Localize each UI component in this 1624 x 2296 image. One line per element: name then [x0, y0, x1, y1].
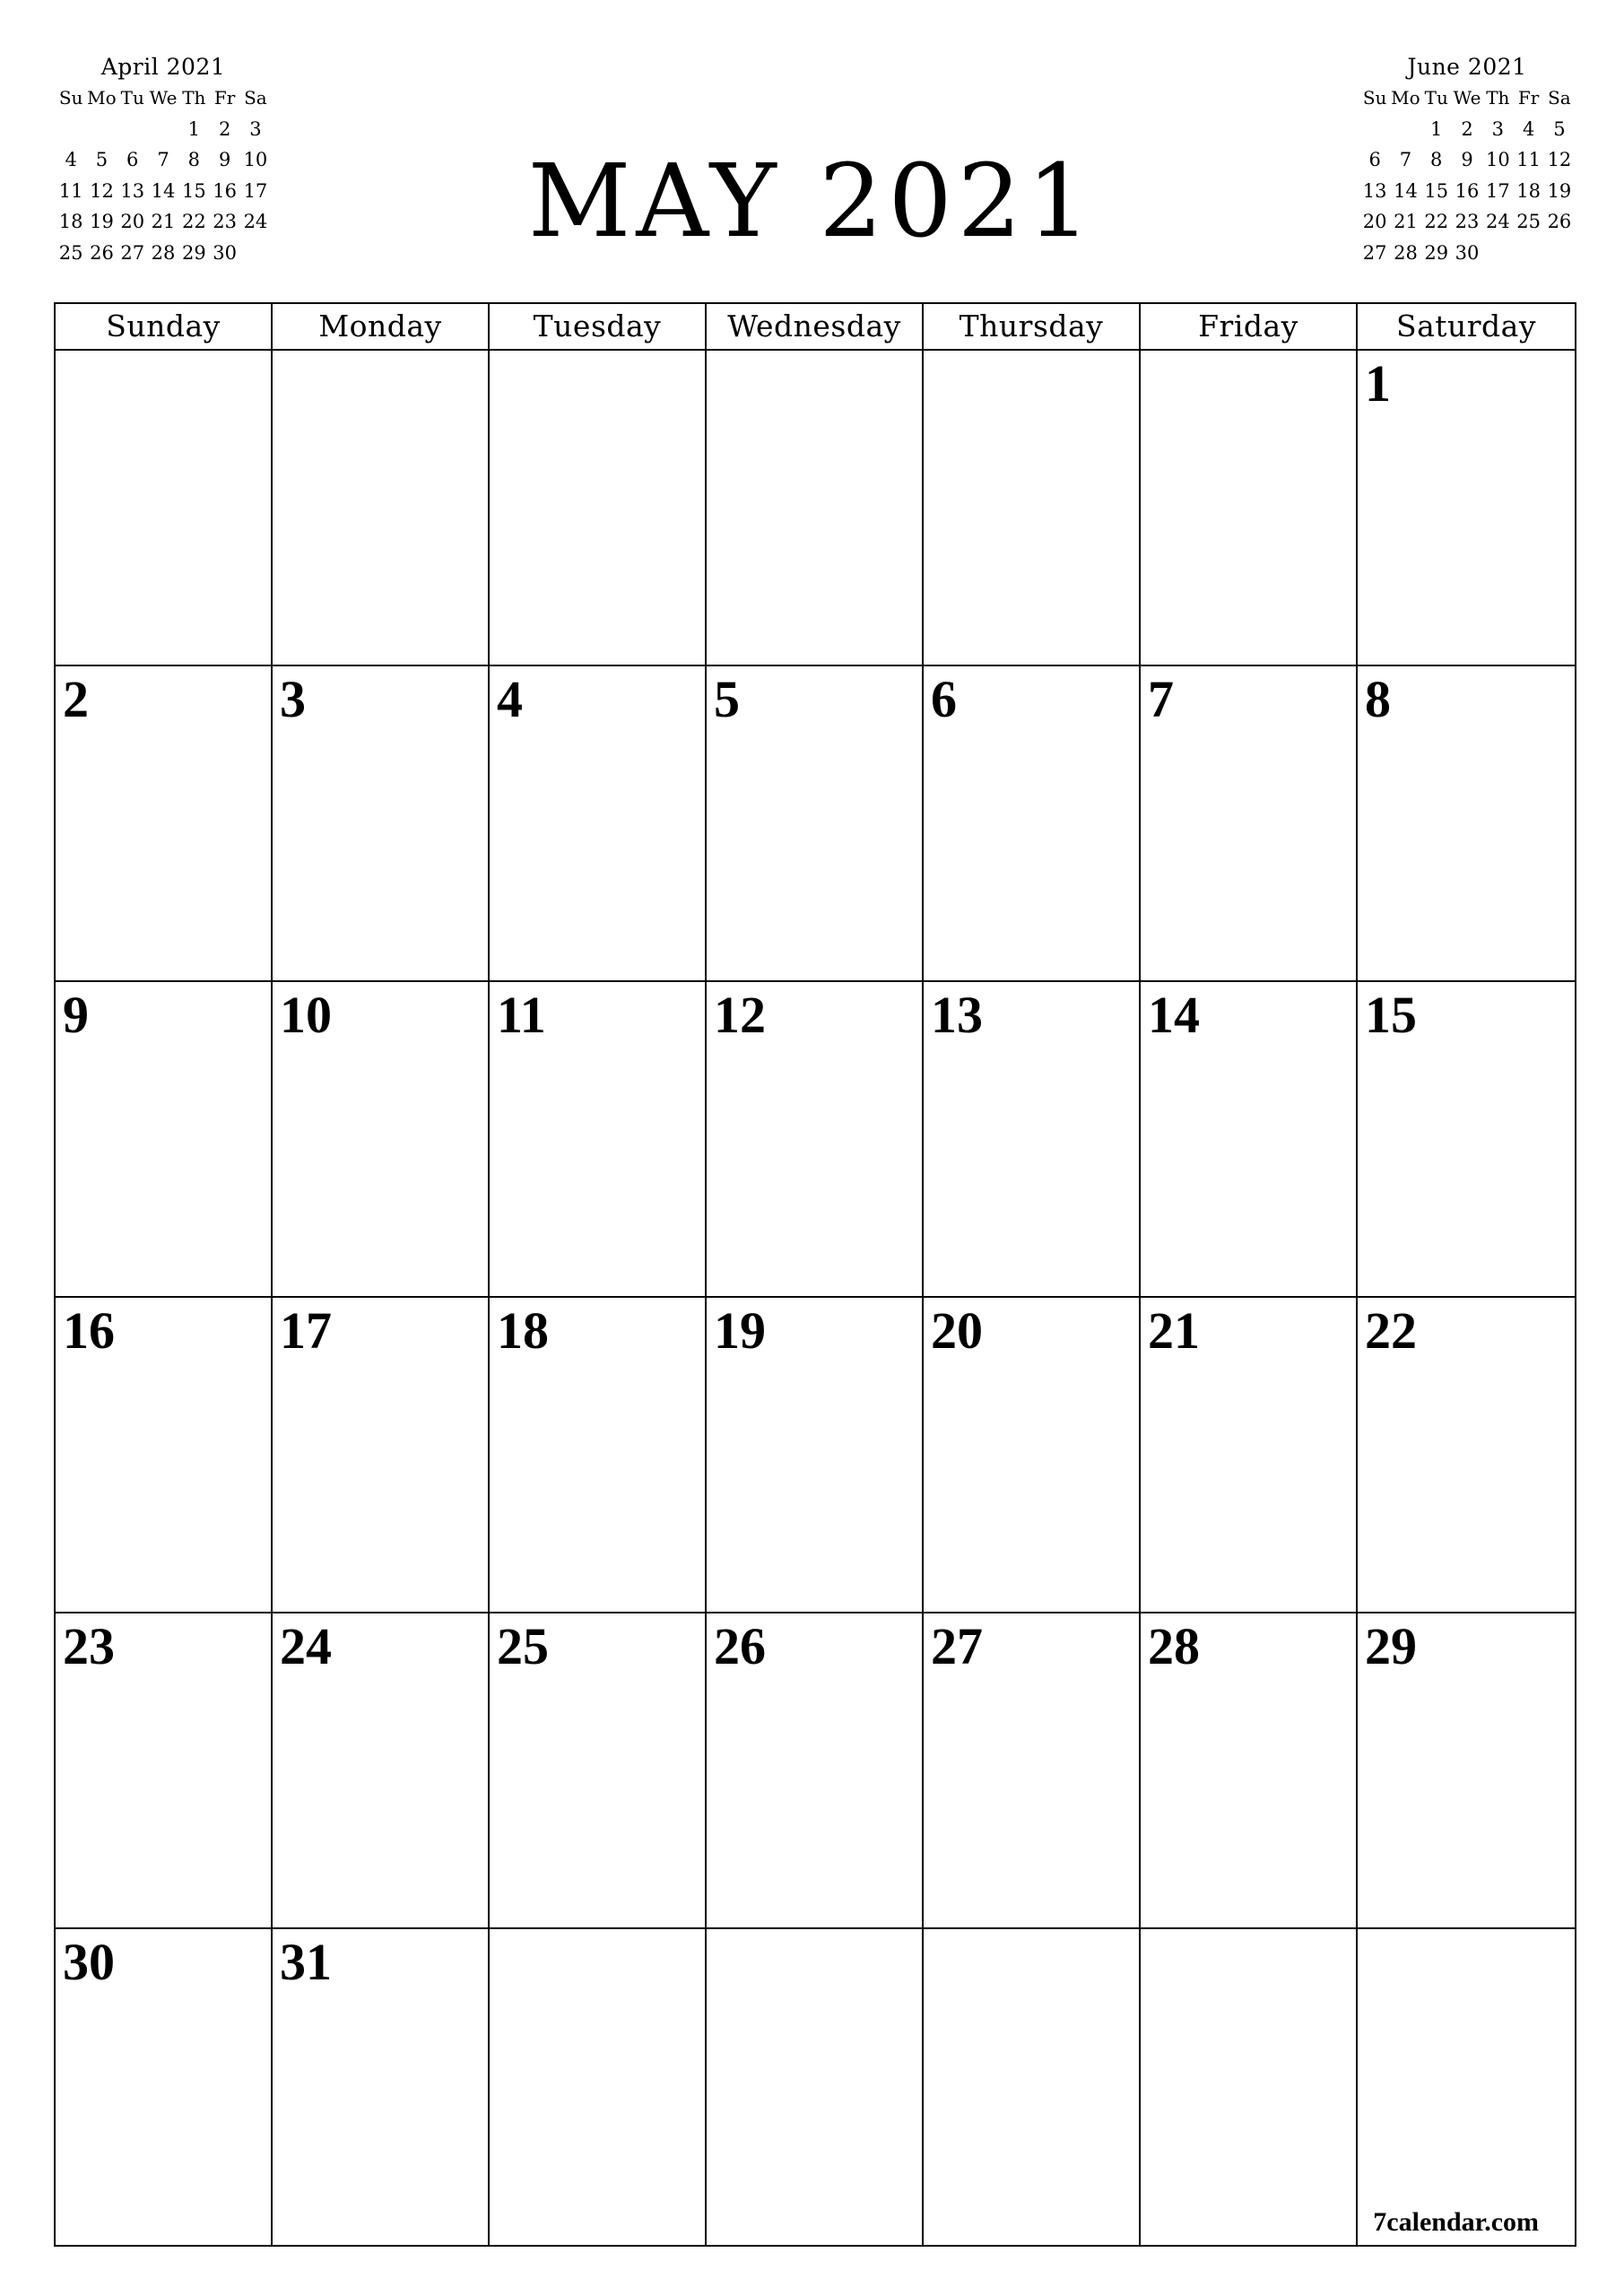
mini-weekday-header: We	[149, 87, 178, 109]
mini-day: 6	[126, 149, 139, 171]
day-cell	[924, 1929, 1141, 2245]
day-cell	[924, 666, 1141, 982]
day-cell	[924, 1613, 1141, 1929]
mini-day	[1513, 238, 1543, 269]
mini-day: 17	[243, 179, 268, 202]
mini-day: 27	[1362, 241, 1387, 264]
page-title: MAY 2021	[527, 144, 1097, 260]
day-number: 11	[497, 986, 546, 1044]
weekday-header: Friday	[1141, 304, 1358, 349]
day-number: 12	[714, 986, 766, 1044]
mini-day	[1359, 114, 1390, 145]
day-number: 7	[1148, 670, 1174, 728]
mini-weekday-header: Mo	[1391, 87, 1420, 109]
day-cell	[1358, 1298, 1575, 1613]
day-cell	[1358, 1929, 1575, 2245]
day-number: 18	[497, 1301, 549, 1360]
day-number: 6	[931, 670, 957, 728]
day-cell	[1141, 351, 1358, 666]
mini-day: 4	[1522, 117, 1535, 140]
mini-day: 4	[65, 149, 77, 171]
day-cell	[707, 982, 924, 1298]
weekday-header: Sunday	[56, 304, 273, 349]
mini-day: 20	[1362, 211, 1387, 233]
day-cell	[924, 351, 1141, 666]
day-cell	[707, 1298, 924, 1613]
day-cell	[56, 666, 273, 982]
mini-day: 5	[1553, 117, 1566, 140]
day-number: 14	[1148, 986, 1200, 1044]
day-cell	[1141, 982, 1358, 1298]
mini-day: 12	[90, 179, 114, 202]
day-cell	[56, 982, 273, 1298]
day-number: 10	[280, 986, 332, 1044]
weekday-header-row	[56, 304, 1575, 351]
mini-day: 1	[1430, 117, 1443, 140]
weekday-header: Monday	[273, 304, 490, 349]
mini-calendar-title: June 2021	[1407, 54, 1527, 80]
mini-day: 3	[1491, 117, 1505, 140]
day-number: 9	[63, 986, 89, 1044]
day-number: 22	[1365, 1301, 1417, 1360]
mini-day: 8	[187, 149, 201, 171]
day-cell	[273, 351, 490, 666]
day-number: 8	[1365, 670, 1391, 728]
mini-day: 9	[1461, 149, 1473, 171]
day-cell	[490, 982, 707, 1298]
weekday-header: Wednesday	[707, 304, 924, 349]
day-number: 20	[931, 1301, 983, 1360]
day-cell	[56, 1298, 273, 1613]
day-cell	[273, 982, 490, 1298]
mini-day: 2	[1461, 117, 1473, 140]
mini-weekday-header: Tu	[1424, 87, 1448, 109]
mini-day: 1	[187, 117, 201, 140]
day-cell	[1358, 1613, 1575, 1929]
mini-day: 3	[249, 117, 262, 140]
mini-day: 15	[181, 179, 206, 202]
mini-day: 21	[151, 211, 176, 233]
weekday-header: Thursday	[924, 304, 1141, 349]
day-number: 30	[63, 1933, 115, 1991]
mini-day: 10	[1485, 149, 1510, 171]
day-cell	[707, 351, 924, 666]
mini-day: 25	[58, 241, 83, 264]
day-cell	[707, 666, 924, 982]
month-grid	[54, 302, 1576, 2247]
day-cell	[56, 351, 273, 666]
mini-day: 12	[1547, 149, 1572, 171]
mini-day: 18	[1516, 179, 1541, 202]
weekday-header: Saturday	[1395, 309, 1536, 344]
day-number: 13	[931, 986, 983, 1044]
day-number: 15	[1365, 986, 1417, 1044]
mini-day: 13	[120, 179, 145, 202]
mini-day	[1390, 114, 1420, 145]
mini-weekday-header: Mo	[87, 87, 117, 109]
day-cell	[56, 1613, 273, 1929]
day-cell	[1141, 666, 1358, 982]
day-cell	[1358, 666, 1575, 982]
day-cell	[273, 1613, 490, 1929]
day-cell	[707, 1929, 924, 2245]
mini-weekday-header: Sa	[1548, 87, 1571, 109]
day-cell	[924, 982, 1141, 1298]
day-number: 27	[931, 1617, 983, 1675]
day-cell	[490, 1298, 707, 1613]
day-cell	[490, 351, 707, 666]
day-number: 31	[280, 1933, 332, 1991]
mini-day: 21	[1394, 211, 1418, 233]
mini-weekday-header: Th	[182, 87, 206, 109]
day-cell	[273, 1929, 490, 2245]
mini-weekday-header: Su	[1362, 87, 1387, 109]
mini-day: 22	[1424, 211, 1449, 233]
mini-day: 20	[120, 211, 145, 233]
mini-day: 22	[181, 211, 206, 233]
mini-day: 16	[213, 179, 237, 202]
mini-day: 13	[1362, 179, 1387, 202]
day-cell	[56, 1929, 273, 2245]
day-number: 17	[280, 1301, 332, 1360]
mini-day: 24	[1485, 211, 1510, 233]
day-cell	[490, 666, 707, 982]
mini-day: 11	[1516, 149, 1541, 171]
day-number: 21	[1148, 1301, 1200, 1360]
day-cell	[1141, 1929, 1358, 2245]
mini-day: 11	[58, 179, 83, 202]
day-cell	[273, 666, 490, 982]
day-number: 3	[280, 670, 306, 728]
mini-day: 26	[90, 241, 114, 264]
mini-weekday-header: Su	[58, 87, 83, 109]
mini-calendar-title: April 2021	[100, 54, 226, 80]
day-number: 23	[63, 1617, 115, 1675]
mini-day: 29	[181, 241, 206, 264]
day-number: 16	[63, 1301, 115, 1360]
mini-calendar-june	[1359, 52, 1575, 269]
mini-calendar-grid	[1359, 83, 1575, 269]
mini-weekday-header: We	[1453, 87, 1481, 109]
mini-weekday-header: Fr	[1517, 87, 1540, 109]
day-cell	[490, 1613, 707, 1929]
mini-day: 9	[218, 149, 231, 171]
mini-day	[56, 114, 86, 145]
mini-day: 10	[243, 149, 268, 171]
mini-day: 6	[1368, 149, 1381, 171]
day-number: 24	[280, 1617, 332, 1675]
mini-day: 19	[1547, 179, 1572, 202]
mini-day	[1544, 238, 1575, 269]
mini-day: 16	[1455, 179, 1480, 202]
mini-day: 25	[1516, 211, 1541, 233]
mini-day	[117, 114, 148, 145]
day-number: 4	[497, 670, 523, 728]
mini-day: 24	[243, 211, 268, 233]
mini-day: 2	[218, 117, 231, 140]
mini-weekday-header: Sa	[244, 87, 267, 109]
day-cell	[707, 1613, 924, 1929]
mini-day: 29	[1424, 241, 1449, 264]
mini-day: 5	[95, 149, 109, 171]
mini-day: 18	[58, 211, 83, 233]
mini-day: 7	[157, 149, 169, 171]
day-number: 25	[497, 1617, 549, 1675]
day-cell	[490, 1929, 707, 2245]
mini-day: 26	[1547, 211, 1572, 233]
mini-weekday-header: Fr	[213, 87, 236, 109]
mini-day: 23	[213, 211, 237, 233]
day-cell	[1358, 351, 1575, 666]
mini-day: 7	[1399, 149, 1412, 171]
day-number: 29	[1365, 1617, 1417, 1675]
mini-weekday-header: Th	[1486, 87, 1510, 109]
mini-day: 30	[213, 241, 237, 264]
day-cell	[924, 1298, 1141, 1613]
day-cell	[273, 1298, 490, 1613]
mini-day: 27	[120, 241, 145, 264]
weekday-header: Tuesday	[490, 304, 707, 349]
mini-day	[148, 114, 178, 145]
mini-day	[1482, 238, 1513, 269]
day-cell	[1141, 1298, 1358, 1613]
mini-day: 17	[1485, 179, 1510, 202]
mini-day: 8	[1430, 149, 1443, 171]
mini-day: 23	[1455, 211, 1480, 233]
mini-day: 19	[90, 211, 114, 233]
mini-day: 28	[151, 241, 176, 264]
mini-day: 14	[1394, 179, 1418, 202]
mini-day: 28	[1394, 241, 1418, 264]
mini-day: 15	[1424, 179, 1449, 202]
mini-day	[86, 114, 117, 145]
day-number: 26	[714, 1617, 766, 1675]
mini-day: 30	[1455, 241, 1480, 264]
mini-day: 14	[151, 179, 176, 202]
footer-credit: 7calendar.com	[1373, 2207, 1539, 2237]
mini-weekday-header: Tu	[120, 87, 144, 109]
day-number: 28	[1148, 1617, 1200, 1675]
day-cell	[1358, 982, 1575, 1298]
day-number: 19	[714, 1301, 766, 1360]
day-number: 2	[63, 670, 89, 728]
day-cells	[56, 351, 1575, 2245]
day-number: 5	[714, 670, 740, 728]
day-number: 1	[1365, 354, 1391, 413]
day-cell	[1141, 1613, 1358, 1929]
